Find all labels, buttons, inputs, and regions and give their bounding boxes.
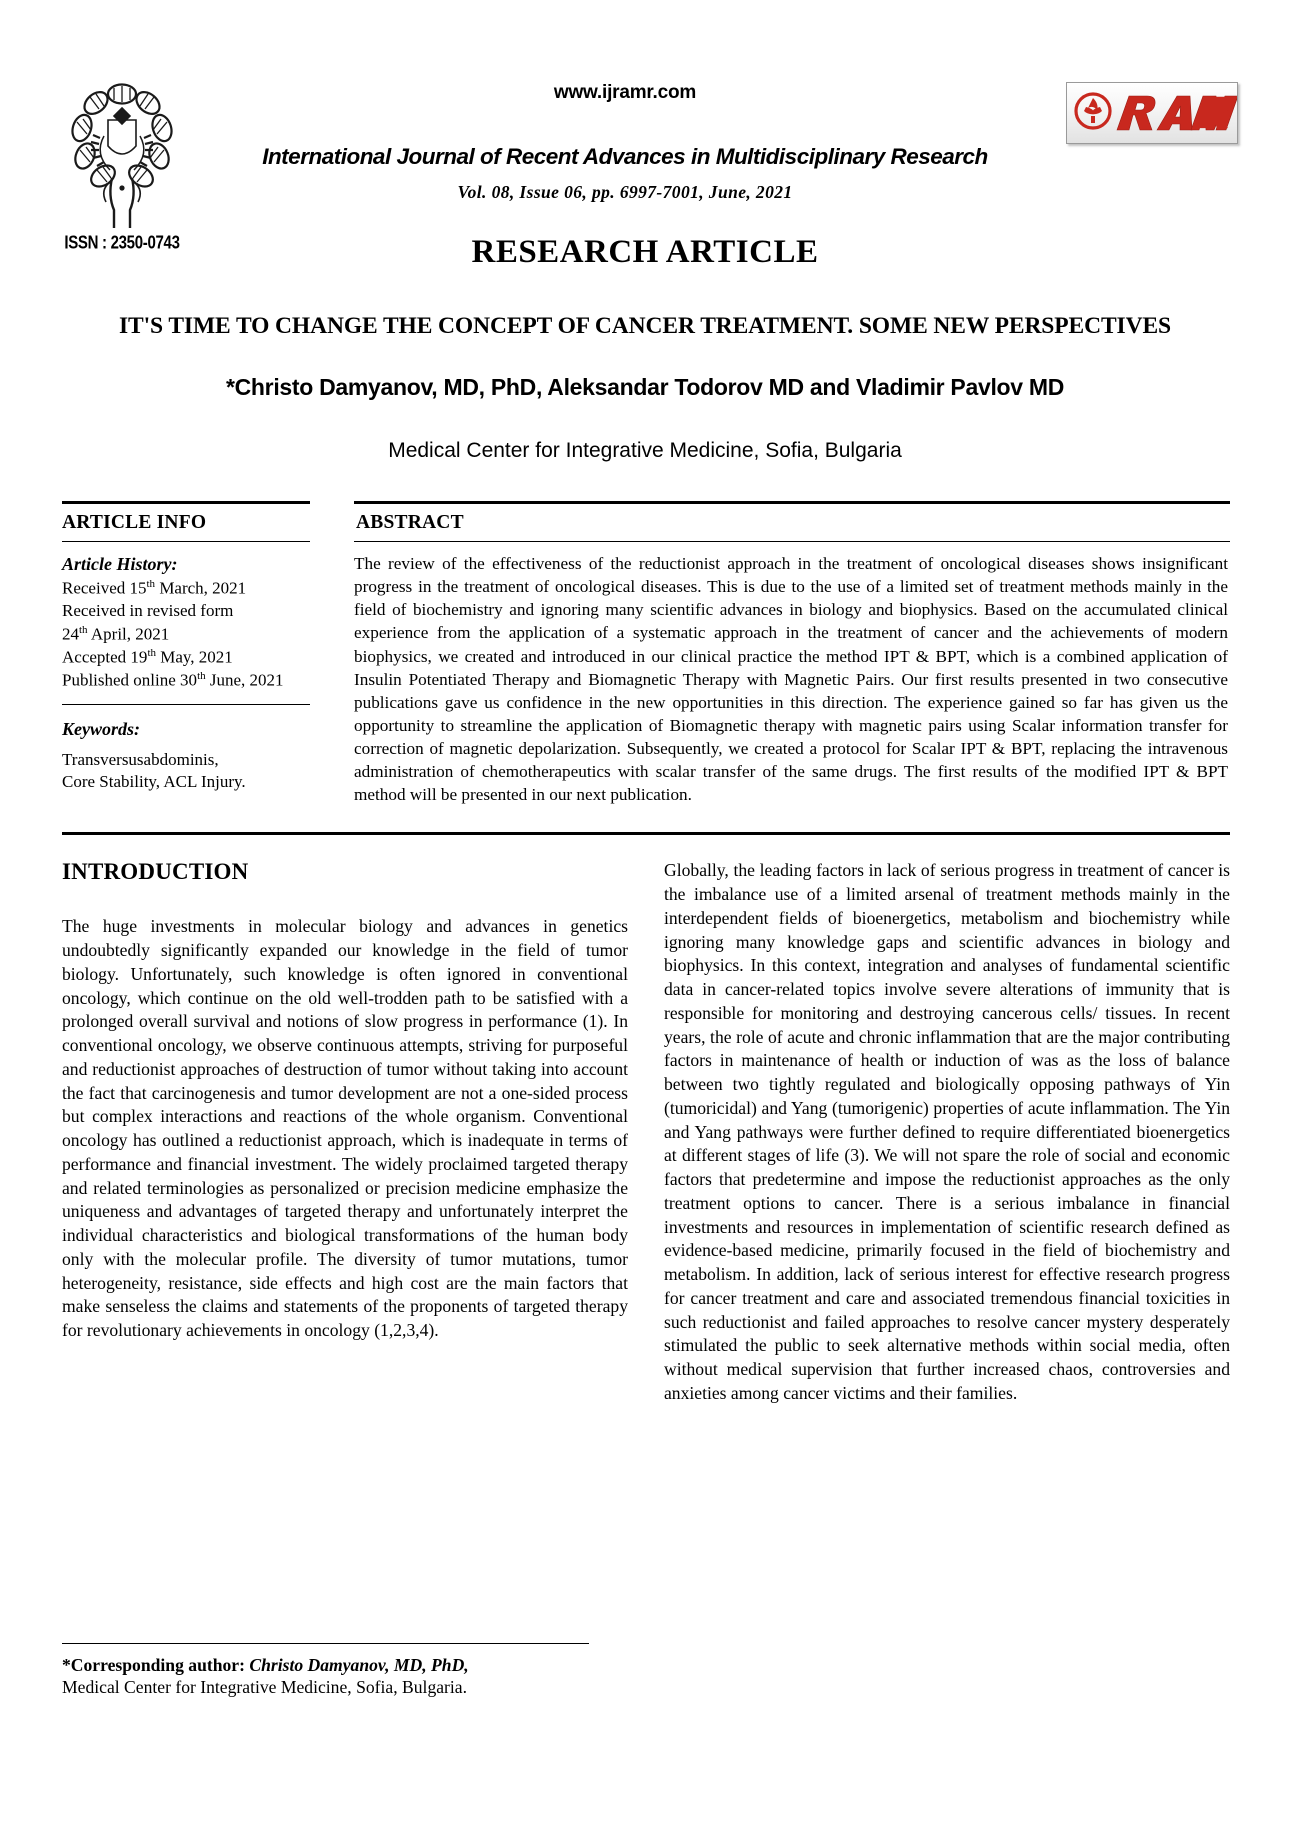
history-item-revised-label: Received in revised form [62, 601, 234, 621]
body-column-right [664, 859, 1230, 1417]
abstract-heading: ABSTRACT [356, 512, 464, 533]
journal-emblem [62, 78, 182, 254]
paragraph: The huge investments in molecular biology and advances in genetics undoubtedly significantly expanded our knowledge in the field of tumor biology. Unfortunately, such knowledge is often ignored in conventional oncology, which continue on the old well-trodden path to be satisfied with a prolonged overall survival and notions of slow progress in performance (1). In conventional oncology, we observe continuous attempts, striving for purposeful and reductionist approaches of destruction of tumor without taking into account the fact that carcinogenesis and tumor development are not a one-sided process but complex interactions and reactions of the whole organism. Conventional oncology has outlined a reductionist approach, which is inadequate in terms of performance and financial investment. The widely proclaimed targeted therapy and related terminologies as personalized or precision medicine emphasize the uniqueness and advantages of targeted therapy and unfortunately interpret the individual characteristics and biological transformations of the human body only with the molecular profile. The diversity of tumor mutations, tumor heterogeneity, resistance, side effects and high cost are the main factors that make senseless the claims and statements of the proponents of targeted therapy for revolutionary achievements in oncology (1,2,3,4). [62, 916, 628, 1341]
body-columns [62, 859, 1230, 1417]
journal-website-url[interactable]: www.ijramr.com [553, 82, 697, 103]
volume-issue-line: Vol. 08, Issue 06, pp. 6997-7001, June, 2021 [457, 182, 793, 202]
keywords-list: Transversusabdominis, Core Stability, ACL Injury. [62, 749, 246, 792]
keywords-label: Keywords: [62, 718, 140, 739]
abstract-text: The review of the effectiveness of the reductionist approach in the treatment of oncological diseases shows insignificant progress in the treatment of oncological diseases. This is due to the use of a limited set of treatment methods mainly in the field of biochemistry and ignoring many scientific advances in biology and biophysics. Based on the accumulated clinical experience from the application of a systematic approach in the treatment of cancer and the achievements of modern biophysics, we created and introduced in our clinical practice the method IPT & BPT, which is a combined application of Insulin Potentiated Therapy and Biomagnetic Therapy with Magnetic Pairs. Our first results presented in two consecutive publications gave us confidence in the new opportunities in this direction. The experience gained so far has given us the opportunity to streamline the application of Biomagnetic therapy with magnetic pairs using Scalar information transfer for correction of magnetic depolarization. Subsequently, we created a protocol for Scalar IPT & BPT, replacing the intravenous administration of chemotherapeutics with scalar transfer of the same drugs. The first results of the modified IPT & BPT method will be presented in our next publication. [354, 554, 1228, 805]
article-info-heading: ARTICLE INFO [62, 512, 207, 533]
ramr-logo [1066, 82, 1238, 144]
corresponding-author-name: Christo Damyanov, MD, PhD, [249, 1655, 469, 1675]
info-mid-rule [62, 541, 310, 542]
issn-text: ISSN : 2350-0743 [64, 232, 180, 254]
corresponding-author-label: *Corresponding author: [62, 1655, 245, 1675]
history-item-published: Published online 30th June, 2021 [62, 669, 284, 690]
article-info-column [62, 501, 324, 806]
info-keywords-rule [62, 704, 310, 705]
corresponding-author-line [62, 1655, 589, 1676]
affiliation: Medical Center for Integrative Medicine, Sofia, Bulgaria [388, 439, 902, 462]
body-column-left [62, 859, 628, 1417]
body-top-rule [62, 832, 1230, 835]
page-title: IT'S TIME TO CHANGE THE CONCEPT OF CANCER TREATMENT. SOME NEW PERSPECTIVES [118, 313, 1172, 339]
paragraph: Globally, the leading factors in lack of serious progress in treatment of cancer is the imbalance use of a limited arsenal of treatment methods mainly in the interdependent fields of bioenergetics, metabolism and biochemistry while ignoring many knowledge gaps and scientific advances in biology and biophysics. In this context, integration and analyses of fundamental scientific data in cancer-related topics involve severe alterations of immunity that is responsible for monitoring and destroying cancerous cells/ tissues. In recent years, the role of acute and chronic inflammation that are the major contributing factors in maintenance of health or induction of was as the loss of balance between two tightly regulated and biologically opposing pathways of Yin (tumoricidal) and Yang (tumorigenic) properties of acute inflammation. The Yin and Yang pathways were further defined to require differentiated bioenergetics at different stages of life (3). We will not spare the role of social and economic factors that predetermine and impose the reductionist approaches as the only treatment options to cancer. There is a serious imbalance in financial investments and resources in implementation of scientific research defined as evidence-based medicine, primarily focused in the field of biochemistry and metabolism. In addition, lack of serious interest for effective research progress for cancer treatment and care and associated tremendous financial toxicities in such reductionist and failed approaches to resolve cancer mystery desperately stimulated the public to seek alternative methods within social media, often without medical supervision that further increased chaos, controversies and anxieties among cancer victims and their families. [664, 860, 1230, 1403]
author-list: *Christo Damyanov, MD, PhD, Aleksandar Todorov MD and Vladimir Pavlov MD [225, 374, 1065, 400]
history-item-accepted: Accepted 19th May, 2021 [62, 646, 233, 667]
introduction-heading: INTRODUCTION [62, 859, 249, 885]
journal-title: International Journal of Recent Advances in Multidisciplinary Research [262, 144, 988, 169]
ijramr-emblem-icon [62, 78, 182, 230]
article-history-list [62, 577, 310, 692]
article-history-label: Article History: [62, 554, 178, 574]
history-item-received: Received 15th March, 2021 [62, 578, 247, 598]
abstract-column [324, 501, 1230, 806]
history-item-revised-date: 24th April, 2021 [62, 623, 170, 644]
corresponding-author-affiliation: Medical Center for Integrative Medicine, Sofia, Bulgaria. [62, 1677, 467, 1697]
info-abstract-section [62, 501, 1230, 806]
corresponding-author-rule [62, 1643, 589, 1644]
masthead-center [200, 82, 1050, 203]
abstract-mid-rule [354, 541, 1230, 542]
corresponding-author-block [62, 1643, 589, 1698]
article-type-heading: RESEARCH ARTICLE [471, 234, 819, 270]
